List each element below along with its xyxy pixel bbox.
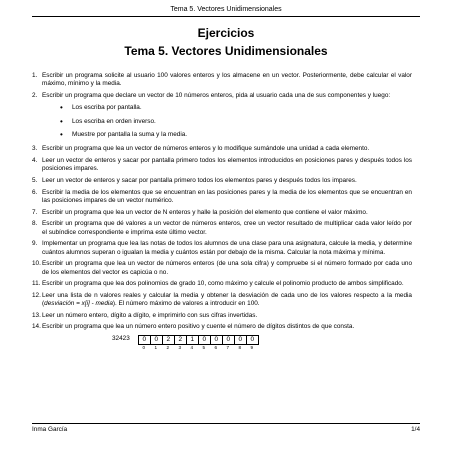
list-item [60,104,412,112]
exercise-text: Escribir un programa que lea un vector de números enteros (de una sola cifra) y compruebe si el número formado por cada uno de los elementos del vector es capicúa o no. [42,260,412,276]
digit-index: 3 [178,344,182,350]
exercise-2-bullets [60,104,412,140]
digit-cells [138,335,259,345]
exercise-number: 12. [32,291,41,299]
digit-index: 1 [154,344,158,350]
exercise-text: Escribir un programa que lea un vector de N enteros y halle la posición del elemento que contiene el valor máximo. [42,208,368,216]
bullet-text: Muestre por pantalla la suma y la media. [72,131,188,139]
digit-cell: 0 [250,335,255,343]
digit-vector [138,335,259,351]
exercise-number: 8. [32,220,38,228]
exercise-12 [32,292,412,309]
exercise-text: Leer un vector de enteros y sacar por pantalla primero todos los elementos introducidos en posiciones pares y después todos los posiciones impares. [42,156,412,173]
exercise-5 [32,177,412,185]
exercise-number: 14. [32,323,41,331]
bullet-icon: • [60,116,63,126]
exercise-number: 2. [32,92,38,99]
exercise-text-pre: Leer una lista de n valores reales y calcular la media y obtener la desviación de cada uno de los valores respecto a la media ( [42,291,412,308]
exercise-number: 3. [32,145,38,153]
exercise-text: Escribir un programa que dé valores a un vector de números enteros, cree un vector resultado de multiplicar cada valor leído por el subíndice correspondiente e imprima este último vector. [42,220,412,236]
list-item [60,131,412,139]
exercise-number: 9. [32,240,38,248]
page-title: Ejercicios [197,26,255,40]
exercise-number: 1. [32,72,38,79]
exercise-list [32,72,412,351]
digit-index: 4 [190,344,194,350]
exercise-10 [32,260,412,277]
exercise-6 [32,189,412,206]
digit-index: 6 [214,344,218,350]
page-subtitle: Tema 5. Vectores Unidimensionales [124,44,328,58]
exercise-number: 4. [32,156,38,164]
exercise-number: 7. [32,208,38,216]
digit-count-example [112,335,412,351]
bullet-text: Los escriba en orden inverso. [72,117,156,125]
exercise-text [42,292,412,309]
exercise-number: 6. [32,188,38,196]
exercise-text: Leer un vector de enteros y sacar por pantalla primero todos los elementos pares y después todos los impares. [42,176,357,184]
bullet-icon: • [60,130,63,140]
exercise-4 [32,157,412,174]
exercise-11 [32,280,412,288]
exercise-number: 11. [32,280,41,288]
exercise-text: Escribir un programa que lea un vector de números enteros y lo modifique sumándole una unidad a cada elemento. [42,145,370,153]
exercise-13 [32,312,412,320]
exercise-text: Escribir un programa que lea dos polinomios de grado 10, como máximo y calcule el polinomio producto de ambos simplificado. [42,280,404,288]
exercise-9 [32,240,412,257]
digit-cell: 2 [175,336,187,344]
exercise-3 [32,145,412,153]
digit-cell: 0 [235,336,247,344]
footer-author: Inma García [32,426,68,433]
digit-index: 9 [250,344,254,350]
exercise-text: Escribir un programa que declare un vector de 10 números enteros, pida al usuario cada una de sus componentes y luego: [42,92,391,99]
digit-index: 8 [238,344,242,350]
exercise-text-post: ). El número máximo de valores a introducir en 100. [112,300,260,308]
digit-indices [138,345,259,351]
digit-cell: 0 [211,336,223,344]
exercise-number: 10. [32,260,41,268]
digit-cell: 0 [223,336,235,344]
footer-page-number: 1/4 [411,426,420,433]
digit-index: 2 [166,344,170,350]
page-header: Tema 5. Vectores Unidimensionales [32,6,420,17]
exercise-number: 13. [32,311,41,319]
exercise-text: Leer un número entero, dígito a dígito, e imprimirlo con sus cifras invertidas. [42,311,258,319]
digit-cell: 0 [199,336,211,344]
digit-cell: 2 [163,336,175,344]
exercise-number: 5. [32,176,38,184]
example-number: 32423 [112,334,130,342]
digit-cell: 1 [187,336,199,344]
list-item [60,118,412,126]
digit-cell: 0 [151,336,163,344]
exercise-2 [32,92,412,100]
exercise-7 [32,209,412,217]
bullet-icon: • [60,102,63,112]
exercise-1 [32,72,412,89]
exercise-text: Escribir la media de los elementos que se encuentran en las posiciones pares y la media de los elementos que se encuentran en las posiciones impares de un vector numérico. [42,188,412,204]
digit-index: 7 [226,344,230,350]
digit-index: 5 [202,344,206,350]
exercise-text: Escribir un programa solicite al usuario 100 valores enteros y los almacene en un vector. Posteriormente, debe calcular el valor máximo, mínimo y la media. [42,72,412,88]
deviation-formula: desviación = x[i] - media [44,300,113,308]
exercise-text: Escribir un programa que lea un número entero positivo y cuente el número de dígitos distintos de que consta. [42,323,355,331]
digit-cell: 0 [139,336,151,344]
exercise-text: Implementar un programa que lea las notas de todos los alumnos de una clase para una asignatura, calcule la media, y determine cuántos alumnos superan o igualan la media y cuántos están por debajo de la misma. Calcular la nota máxima y mínima. [42,240,412,256]
exercise-14 [32,323,412,331]
digit-index: 0 [142,344,146,350]
bullet-text: Los escriba por pantalla. [72,103,142,111]
page-footer [32,423,420,433]
exercise-8 [32,220,412,237]
